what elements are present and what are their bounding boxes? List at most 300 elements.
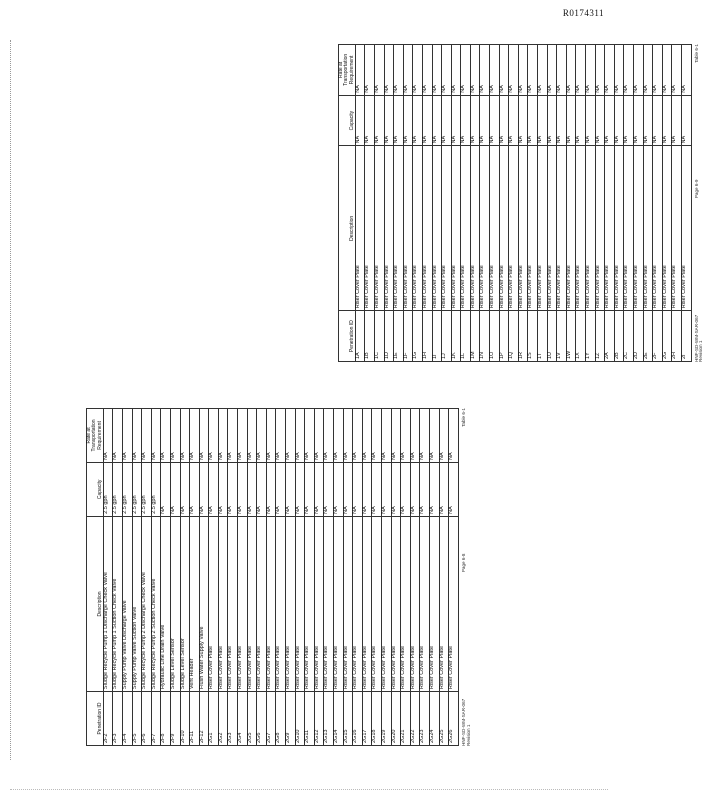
cell-capacity: NA [343,462,353,516]
left-page-header [78,408,86,746]
cell-capacity: NA [381,462,391,516]
cell-description: Riser Cover Plate [374,146,384,311]
cell-penetration-id: 2G11 [305,692,315,746]
left-penetration-table [86,408,459,746]
cell-capacity: 2.5 gph [142,462,152,516]
cell-rate: NA [238,409,248,463]
cell-capacity: NA [305,462,315,516]
table-row [653,45,663,362]
cell-penetration-id: 2D [633,311,643,362]
cell-capacity: NA [518,95,528,146]
table-row [429,409,439,746]
cell-penetration-id: 2G15 [343,692,353,746]
cell-rate: NA [190,409,200,463]
cell-penetration-id: 2G18 [372,692,382,746]
table-row [442,45,452,362]
cell-rate: NA [286,409,296,463]
cell-rate: NA [413,45,423,96]
cell-penetration-id: 1Y [586,311,596,362]
cell-description: Vent Header [190,516,200,691]
cell-rate: NA [518,45,528,96]
cell-capacity: NA [461,95,471,146]
cell-description: Riser Cover Plate [518,146,528,311]
col-header-penetration-id: Penetration ID [339,311,356,362]
cell-description: Riser Cover Plate [365,146,375,311]
cell-capacity: NA [209,462,219,516]
cell-capacity: NA [653,95,663,146]
cell-capacity: NA [605,95,615,146]
cell-capacity: NA [276,462,286,516]
cell-penetration-id: 1H [422,311,432,362]
table-row [238,409,248,746]
table-row [557,45,567,362]
cell-rate: NA [391,409,401,463]
right-page-footer [695,44,704,362]
cell-penetration-id: 1Q [509,311,519,362]
col-header-rate: Rate at Transportation Requirement [339,45,356,96]
cell-penetration-id: 2G19 [381,692,391,746]
cell-capacity: NA [266,462,276,516]
cell-rate: NA [247,409,257,463]
cell-rate: NA [355,45,365,96]
cell-rate: NA [394,45,404,96]
cell-rate: NA [384,45,394,96]
col-header-description: Description [87,516,104,691]
cell-penetration-id: 2G9 [286,692,296,746]
cell-penetration-id: 2G6 [257,692,267,746]
cell-capacity: NA [429,462,439,516]
cell-penetration-id: 2F3 [113,692,123,746]
left-footer-page: Page 6-8 [460,553,466,573]
cell-capacity: NA [394,95,404,146]
cell-penetration-id: 1N [480,311,490,362]
cell-description: Riser Cover Plate [384,146,394,311]
cell-capacity: NA [499,95,509,146]
cell-rate: NA [295,409,305,463]
cell-penetration-id: 1O [490,311,500,362]
cell-capacity: NA [218,462,228,516]
cell-capacity: NA [403,95,413,146]
cell-rate: NA [547,45,557,96]
cell-penetration-id: 2F10 [180,692,190,746]
cell-description: Riser Cover Plate [449,516,459,691]
cell-description: Riser Cover Plate [394,146,404,311]
cell-rate: NA [257,409,267,463]
cell-description: Riser Cover Plate [509,146,519,311]
cell-rate: NA [461,45,471,96]
cell-penetration-id: 1C [374,311,384,362]
cell-rate: NA [401,409,411,463]
cell-penetration-id: 1T [538,311,548,362]
cell-description: Riser Cover Plate [324,516,334,691]
cell-capacity: NA [509,95,519,146]
cell-capacity: NA [391,462,401,516]
cell-capacity: NA [238,462,248,516]
cell-penetration-id: 2F11 [190,692,200,746]
cell-rate: NA [490,45,500,96]
cell-capacity: 2.5 gph [113,462,123,516]
cell-description: Riser Cover Plate [490,146,500,311]
cell-penetration-id: 2G10 [295,692,305,746]
table-row [422,45,432,362]
cell-penetration-id: 2I [681,311,691,362]
cell-capacity: 2.5 gph [103,462,113,516]
cell-penetration-id: 1W [566,311,576,362]
cell-description: Riser Cover Plate [451,146,461,311]
cell-description: Riser Cover Plate [355,146,365,311]
cell-penetration-id: 2G16 [353,692,363,746]
cell-description: Riser Cover Plate [403,146,413,311]
cell-rate: NA [266,409,276,463]
cell-description: Riser Cover Plate [372,516,382,691]
col-header-description: Description [339,146,356,311]
col-header-rate: Rate at Transportation Requirement [87,409,104,463]
cell-capacity: NA [295,462,305,516]
cell-penetration-id: 1F [403,311,413,362]
cell-description: Sludge Recycle Pump 2 Suction Check Valve [151,516,161,691]
cell-description: Riser Cover Plate [420,516,430,691]
cell-penetration-id: 1D [384,311,394,362]
cell-capacity: NA [470,95,480,146]
cell-capacity: NA [566,95,576,146]
cell-rate: NA [362,409,372,463]
cell-capacity: NA [672,95,682,146]
cell-description: Riser Cover Plate [566,146,576,311]
cell-rate: NA [672,45,682,96]
cell-capacity: NA [170,462,180,516]
cell-penetration-id: 1M [470,311,480,362]
cell-description: Riser Cover Plate [461,146,471,311]
table-row [334,409,344,746]
cell-rate: NA [276,409,286,463]
cell-description: Flush Water Supply Valve [199,516,209,691]
cell-rate: NA [576,45,586,96]
right-footer-table: Table 6-1 [693,44,699,63]
cell-description: Riser Cover Plate [528,146,538,311]
cell-capacity: NA [449,462,459,516]
cell-rate: NA [449,409,459,463]
cell-description: Riser Cover Plate [343,516,353,691]
cell-penetration-id: 2C [624,311,634,362]
table-row [113,409,123,746]
table-row [190,409,200,746]
page-edge-bottom [10,789,608,790]
cell-capacity: NA [451,95,461,146]
cell-capacity: NA [432,95,442,146]
col-header-capacity: Capacity [339,95,356,146]
cell-penetration-id: 2G26 [449,692,459,746]
cell-rate: NA [442,45,452,96]
cell-rate: NA [334,409,344,463]
cell-rate: NA [662,45,672,96]
left-table-body [103,409,458,746]
cell-rate: NA [374,45,384,96]
cell-rate: NA [122,409,132,463]
table-row [170,409,180,746]
cell-penetration-id: 2F9 [170,692,180,746]
cell-rate: NA [605,45,615,96]
right-footer-page: Page 6-9 [693,179,699,199]
cell-capacity: NA [633,95,643,146]
cell-description: Hydraulic Line Drain Valve [161,516,171,691]
cell-description: Riser Cover Plate [362,516,372,691]
cell-penetration-id: 2G24 [429,692,439,746]
cell-rate: NA [586,45,596,96]
cell-description: Supply Pump Valve Discharge Valve [122,516,132,691]
table-row [353,409,363,746]
cell-rate: NA [132,409,142,463]
cell-rate: NA [566,45,576,96]
cell-description: Riser Cover Plate [480,146,490,311]
cell-penetration-id: 2G12 [314,692,324,746]
cell-rate: NA [624,45,634,96]
page-number: R0174311 [562,8,604,18]
cell-capacity: NA [624,95,634,146]
cell-description: Sludge Recycle Pump 1 Suction Check Valve [113,516,123,691]
cell-penetration-id: 2F2 [103,692,113,746]
cell-penetration-id: 2H [672,311,682,362]
table-row [672,45,682,362]
cell-penetration-id: 2G20 [391,692,401,746]
cell-capacity: NA [662,95,672,146]
cell-penetration-id: 2G5 [247,692,257,746]
cell-rate: NA [432,45,442,96]
cell-capacity: NA [528,95,538,146]
cell-rate: NA [353,409,363,463]
cell-rate: NA [305,409,315,463]
table-row [365,45,375,362]
cell-capacity: NA [490,95,500,146]
cell-description: Riser Cover Plate [334,516,344,691]
cell-description: Sludge Level Sensor [180,516,190,691]
table-row [681,45,691,362]
cell-rate: NA [681,45,691,96]
cell-description: Riser Cover Plate [238,516,248,691]
cell-capacity: NA [439,462,449,516]
cell-description: Riser Cover Plate [439,516,449,691]
cell-penetration-id: 2G22 [410,692,420,746]
cell-description: Riser Cover Plate [401,516,411,691]
cell-description: Riser Cover Plate [209,516,219,691]
cell-rate: NA [403,45,413,96]
table-row [538,45,548,362]
cell-penetration-id: 2F12 [199,692,209,746]
cell-penetration-id: 2G21 [401,692,411,746]
cell-description: Riser Cover Plate [662,146,672,311]
cell-capacity: NA [190,462,200,516]
cell-description: Riser Cover Plate [633,146,643,311]
cell-rate: NA [439,409,449,463]
cell-capacity: NA [324,462,334,516]
cell-penetration-id: 1X [576,311,586,362]
cell-penetration-id: 2G4 [238,692,248,746]
table-row [374,45,384,362]
cell-rate: NA [595,45,605,96]
table-row [209,409,219,746]
page-edge-left [10,40,11,760]
table-row [633,45,643,362]
cell-rate: NA [653,45,663,96]
table-row [509,45,519,362]
cell-capacity: NA [643,95,653,146]
cell-description: Riser Cover Plate [470,146,480,311]
cell-rate: NA [557,45,567,96]
cell-rate: NA [228,409,238,463]
cell-penetration-id: 2F7 [151,692,161,746]
cell-capacity: NA [557,95,567,146]
cell-rate: NA [429,409,439,463]
cell-capacity: NA [420,462,430,516]
cell-penetration-id: 1V [557,311,567,362]
cell-description: Riser Cover Plate [266,516,276,691]
cell-rate: NA [343,409,353,463]
cell-rate: NA [528,45,538,96]
cell-description: Riser Cover Plate [586,146,596,311]
cell-capacity: NA [538,95,548,146]
cell-description: Riser Cover Plate [305,516,315,691]
cell-description: Riser Cover Plate [228,516,238,691]
cell-penetration-id: 2G23 [420,692,430,746]
cell-rate: NA [218,409,228,463]
cell-rate: NA [151,409,161,463]
cell-description: Riser Cover Plate [653,146,663,311]
table-row [161,409,171,746]
cell-penetration-id: 1Z [595,311,605,362]
cell-description: Riser Cover Plate [247,516,257,691]
cell-capacity: 2.5 gph [151,462,161,516]
cell-description: Sludge Level Sensor [170,516,180,691]
cell-description: Riser Cover Plate [429,516,439,691]
cell-capacity: NA [247,462,257,516]
cell-description: Riser Cover Plate [605,146,615,311]
left-footer-doc: HNF-SD-WM-SAR-067 Revision 1 [460,698,471,746]
right-penetration-table [338,44,692,362]
cell-rate: NA [365,45,375,96]
table-row [490,45,500,362]
cell-penetration-id: 2G [662,311,672,362]
cell-capacity: 2.5 gph [132,462,142,516]
cell-description: Riser Cover Plate [681,146,691,311]
cell-capacity: NA [362,462,372,516]
cell-description: Riser Cover Plate [432,146,442,311]
right-footer-doc: HNF-SD-WM-SAR-067 Revision 1 [693,314,704,362]
cell-description: Riser Cover Plate [295,516,305,691]
cell-penetration-id: 2F5 [132,692,142,746]
cell-capacity: NA [355,95,365,146]
cell-capacity: NA [480,95,490,146]
cell-rate: NA [324,409,334,463]
cell-penetration-id: 2G3 [228,692,238,746]
cell-rate: NA [209,409,219,463]
cell-penetration-id: 1K [451,311,461,362]
cell-penetration-id: 2F8 [161,692,171,746]
cell-rate: NA [180,409,190,463]
cell-capacity: NA [374,95,384,146]
cell-description: Riser Cover Plate [499,146,509,311]
cell-capacity: NA [365,95,375,146]
cell-description: Riser Cover Plate [353,516,363,691]
cell-capacity: NA [410,462,420,516]
cell-capacity: NA [228,462,238,516]
right-rotated-page [330,44,704,362]
cell-rate: NA [538,45,548,96]
cell-capacity: NA [384,95,394,146]
cell-description: Riser Cover Plate [538,146,548,311]
left-footer-table: Table 6-1 [460,408,466,427]
cell-capacity: NA [595,95,605,146]
cell-description: Riser Cover Plate [624,146,634,311]
cell-description: Riser Cover Plate [614,146,624,311]
cell-capacity: NA [314,462,324,516]
cell-rate: NA [499,45,509,96]
cell-penetration-id: 1I [432,311,442,362]
table-row [605,45,615,362]
cell-description: Riser Cover Plate [547,146,557,311]
table-row [381,409,391,746]
cell-rate: NA [480,45,490,96]
cell-description: Riser Cover Plate [413,146,423,311]
cell-capacity: NA [286,462,296,516]
cell-description: Riser Cover Plate [442,146,452,311]
cell-description: Riser Cover Plate [381,516,391,691]
cell-capacity: NA [372,462,382,516]
table-row [401,409,411,746]
col-header-penetration-id: Penetration ID [87,692,104,746]
cell-rate: NA [113,409,123,463]
cell-rate: NA [633,45,643,96]
cell-penetration-id: 2G8 [276,692,286,746]
table-row [420,409,430,746]
cell-penetration-id: 2F4 [122,692,132,746]
cell-penetration-id: 1R [518,311,528,362]
table-row [122,409,132,746]
cell-rate: NA [142,409,152,463]
cell-capacity: NA [334,462,344,516]
cell-rate: NA [614,45,624,96]
table-row [142,409,152,746]
cell-capacity: NA [199,462,209,516]
cell-description: Riser Cover Plate [276,516,286,691]
cell-rate: NA [314,409,324,463]
right-table-body [355,45,691,362]
cell-penetration-id: 2F6 [142,692,152,746]
left-table-header-row [87,409,104,746]
cell-rate: NA [643,45,653,96]
cell-description: Riser Cover Plate [422,146,432,311]
cell-penetration-id: 1G [413,311,423,362]
cell-description: Riser Cover Plate [410,516,420,691]
cell-penetration-id: 2G14 [334,692,344,746]
cell-penetration-id: 1L [461,311,471,362]
cell-penetration-id: 2A [605,311,615,362]
cell-capacity: NA [586,95,596,146]
cell-description: Riser Cover Plate [314,516,324,691]
cell-rate: NA [199,409,209,463]
cell-capacity: NA [422,95,432,146]
right-table-header-row [339,45,356,362]
cell-penetration-id: 2F [653,311,663,362]
cell-description: Riser Cover Plate [595,146,605,311]
cell-capacity: NA [547,95,557,146]
cell-penetration-id: 2G7 [266,692,276,746]
table-row [586,45,596,362]
table-row [305,409,315,746]
table-row [449,409,459,746]
cell-capacity: 2.5 gph [122,462,132,516]
cell-rate: NA [381,409,391,463]
cell-rate: NA [103,409,113,463]
col-header-capacity: Capacity [87,462,104,516]
